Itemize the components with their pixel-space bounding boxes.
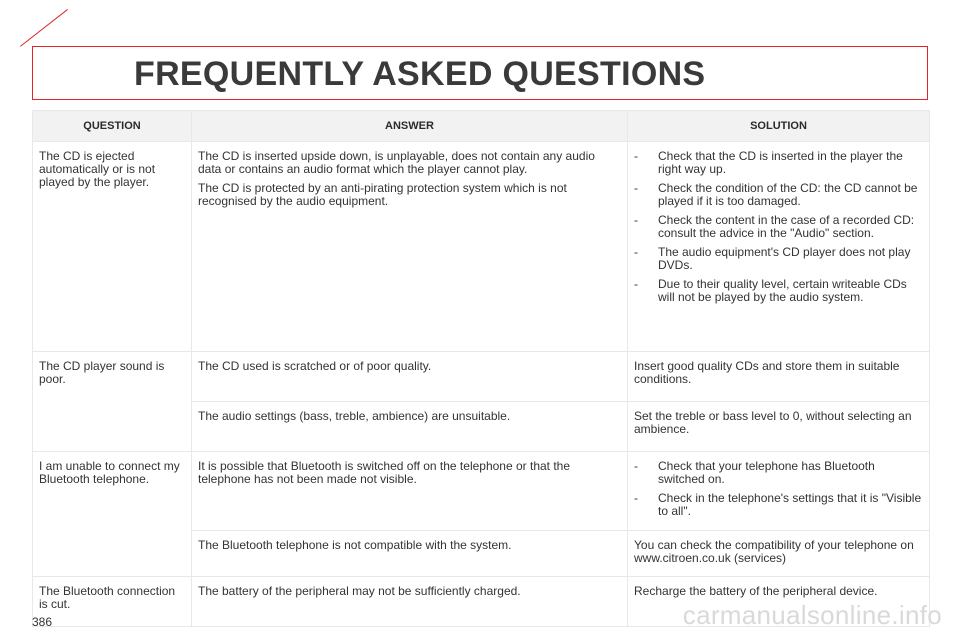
- table-header-row: [33, 111, 930, 142]
- bullet-dash: -: [634, 149, 638, 163]
- answer-cell: [192, 142, 628, 352]
- bullet-dash: -: [634, 459, 638, 473]
- page-title: FREQUENTLY ASKED QUESTIONS: [134, 55, 706, 93]
- solution-text: Check the content in the case of a recorded CD: consult the advice in the "Audio" section.: [658, 213, 915, 240]
- answer-cell: The Bluetooth telephone is not compatible with the system.: [192, 531, 628, 577]
- solution-item: [634, 214, 923, 240]
- solution-cell: Set the treble or bass level to 0, without selecting an ambience.: [628, 402, 930, 452]
- column-header-solution: SOLUTION: [628, 111, 930, 142]
- solution-item: [634, 150, 923, 176]
- bullet-dash: -: [634, 245, 638, 259]
- solution-cell: [628, 142, 930, 352]
- solution-text: Check in the telephone's settings that it is "Visible to all".: [658, 491, 922, 518]
- question-cell: The CD player sound is poor.: [33, 352, 192, 452]
- solution-item: [634, 460, 923, 486]
- bullet-dash: -: [634, 181, 638, 195]
- column-header-question: QUESTION: [33, 111, 192, 142]
- question-cell: The Bluetooth connection is cut.: [33, 577, 192, 627]
- solution-text: Check that your telephone has Bluetooth switched on.: [658, 459, 875, 486]
- table-row: [33, 452, 930, 531]
- solution-list: [634, 460, 923, 518]
- watermark: carmanualsonline.info: [682, 600, 942, 630]
- bullet-dash: -: [634, 213, 638, 227]
- answer-cell: It is possible that Bluetooth is switched off on the telephone or that the telephone has not been made not visible.: [192, 452, 628, 531]
- bullet-dash: -: [634, 491, 638, 505]
- page-number: 386: [32, 615, 53, 629]
- table-row: [33, 142, 930, 352]
- question-cell: I am unable to connect my Bluetooth telephone.: [33, 452, 192, 577]
- answer-cell: The battery of the peripheral may not be sufficiently charged.: [192, 577, 628, 627]
- answer-cell: The audio settings (bass, treble, ambience) are unsuitable.: [192, 402, 628, 452]
- answer-cell: The CD used is scratched or of poor quality.: [192, 352, 628, 402]
- answer-text: The CD is protected by an anti-pirating protection system which is not recognised by the audio equipment.: [198, 181, 567, 208]
- solution-item: [634, 492, 923, 518]
- solution-item: [634, 246, 923, 272]
- solution-cell: Insert good quality CDs and store them in suitable conditions.: [628, 352, 930, 402]
- faq-table: [32, 110, 930, 627]
- solution-item: [634, 278, 923, 304]
- solution-cell: Recharge the battery of the peripheral device.: [628, 577, 930, 627]
- solution-list: [634, 150, 923, 304]
- solution-text: Check the condition of the CD: the CD cannot be played if it is too damaged.: [658, 181, 918, 208]
- column-header-answer: ANSWER: [192, 111, 628, 142]
- solution-text: Due to their quality level, certain writeable CDs will not be played by the audio system.: [658, 277, 907, 304]
- answer-text: The CD is inserted upside down, is unplayable, does not contain any audio data or contains an audio format which the player cannot play.: [198, 149, 595, 176]
- banner-corner-line: [20, 9, 68, 47]
- question-cell: The CD is ejected automatically or is not played by the player.: [33, 142, 192, 352]
- solution-cell: [628, 452, 930, 531]
- solution-text: Check that the CD is inserted in the player the right way up.: [658, 149, 903, 176]
- table-row: [33, 352, 930, 402]
- bullet-dash: -: [634, 277, 638, 291]
- solution-cell: You can check the compatibility of your telephone on www.citroen.co.uk (services): [628, 531, 930, 577]
- solution-item: [634, 182, 923, 208]
- solution-text: The audio equipment's CD player does not play DVDs.: [658, 245, 911, 272]
